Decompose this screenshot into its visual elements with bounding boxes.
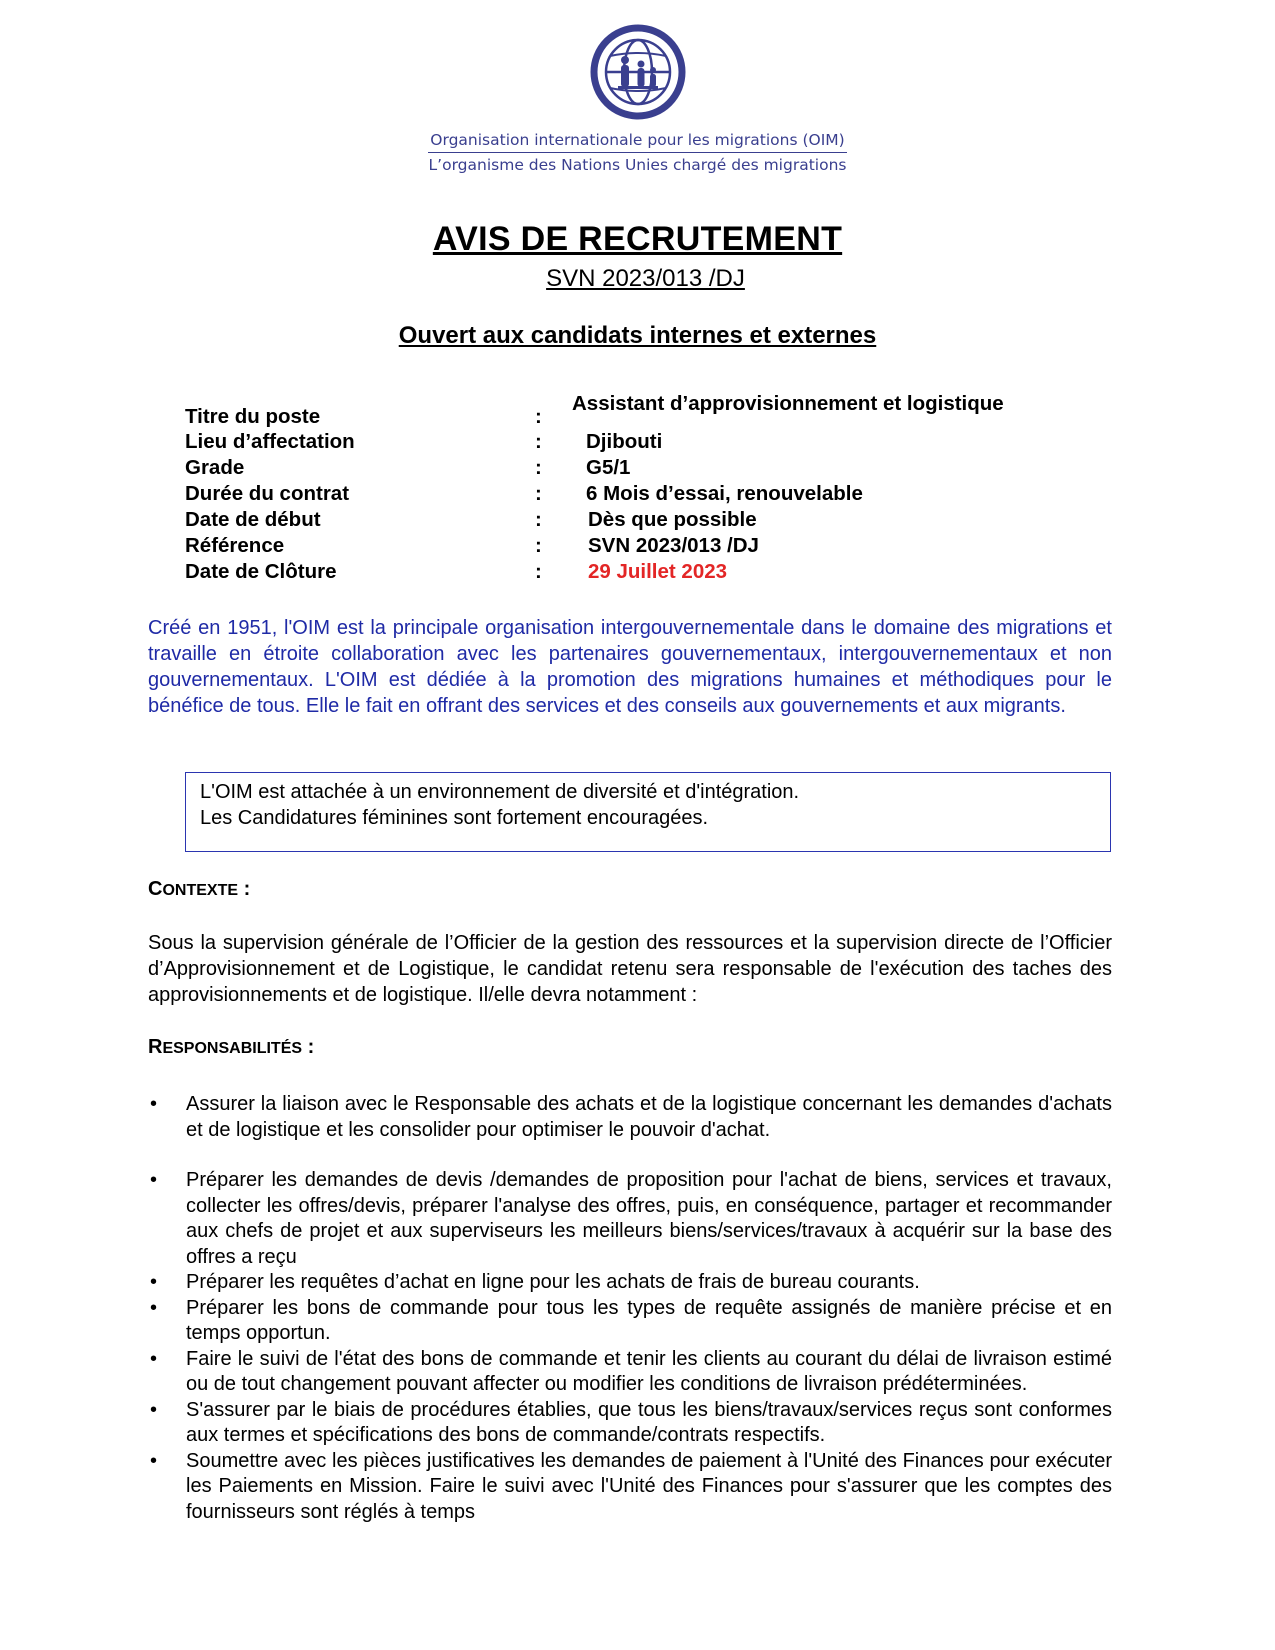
- detail-separator: :: [535, 560, 542, 583]
- detail-label: Grade: [185, 456, 245, 479]
- bullet-icon: •: [150, 1449, 158, 1472]
- iom-logo-icon: [563, 20, 713, 120]
- detail-separator: :: [535, 405, 542, 428]
- org-name: Organisation internationale pour les migrations (OIM): [428, 128, 846, 153]
- list-item: • Faire le suivi de l'état des bons de commande et tenir les clients au courant du délai de livraison estimé ou de tout changement pouvant affecter ou modifier les conditions de livraison prédéterminées.: [150, 1347, 1112, 1395]
- detail-separator: :: [535, 508, 542, 531]
- bullet-icon: •: [150, 1347, 158, 1370]
- bullet-icon: •: [150, 1169, 158, 1191]
- diversity-notice: [185, 772, 1111, 852]
- bullet-icon: •: [150, 1398, 158, 1421]
- detail-value: Dès que possible: [588, 508, 757, 531]
- detail-row: [185, 534, 1085, 560]
- list-item: • S'assurer par le biais de procédures établies, que tous les biens/travaux/services reçus sont conformes aux termes et spécifications des bons de commande/contrats respectifs.: [150, 1398, 1112, 1446]
- detail-label: Date de début: [185, 508, 321, 531]
- vacancy-reference: SVN 2023/013 /DJ: [546, 265, 745, 292]
- header: [0, 20, 1275, 177]
- diversity-line: Les Candidatures féminines sont fortement encouragées.: [200, 807, 709, 829]
- detail-row: [185, 508, 1085, 534]
- responsibilities-heading: RESPONSABILITÉS :: [148, 1036, 315, 1058]
- detail-separator: :: [535, 482, 542, 505]
- detail-label: Date de Clôture: [185, 560, 337, 583]
- diversity-line: L'OIM est attachée à un environnement de diversité et d'intégration.: [200, 781, 800, 803]
- detail-label: Titre du poste: [185, 405, 321, 428]
- detail-row: [185, 456, 1085, 482]
- list-item: • Soumettre avec les pièces justificatives les demandes de paiement à l'Unité des Finances pour exécuter les Paiements en Mission. Faire le suivi avec l'Unité des Finances pour s'assurer que les comptes des fournisseurs sont réglés à temps: [150, 1449, 1112, 1523]
- bullet-icon: •: [150, 1093, 158, 1115]
- detail-row: [185, 482, 1085, 508]
- detail-label: Référence: [185, 534, 285, 557]
- list-item: • Assurer la liaison avec le Responsable des achats et de la logistique concernant les demandes d'achats et de logistique et les consolider pour optimiser le pouvoir d'achat.: [150, 1093, 1112, 1141]
- responsibilities-list: [148, 1092, 1112, 1525]
- detail-label: Lieu d’affectation: [185, 430, 355, 453]
- detail-separator: :: [535, 456, 542, 479]
- detail-label: Durée du contrat: [185, 482, 350, 505]
- closing-date-value: 29 Juillet 2023: [588, 560, 728, 583]
- org-tagline: L’organisme des Nations Unies chargé des migrations: [428, 156, 847, 174]
- detail-value: Assistant d’approvisionnement et logistique: [572, 392, 1004, 415]
- context-heading: CONTEXTE :: [148, 878, 251, 900]
- detail-value: SVN 2023/013 /DJ: [588, 534, 759, 557]
- detail-value: 6 Mois d’essai, renouvelable: [586, 482, 863, 505]
- bullet-icon: •: [150, 1271, 158, 1293]
- detail-separator: :: [535, 430, 542, 453]
- list-item: • Préparer les requêtes d’achat en ligne pour les achats de frais de bureau courants.: [148, 1270, 1112, 1296]
- bullet-icon: •: [150, 1296, 158, 1319]
- page-subtitle: Ouvert aux candidats internes et externes: [398, 322, 877, 349]
- page-title: AVIS DE RECRUTEMENT: [432, 220, 843, 258]
- detail-separator: :: [535, 534, 542, 557]
- detail-row: [185, 560, 1085, 586]
- detail-value: G5/1: [586, 456, 631, 479]
- context-paragraph: Sous la supervision générale de l’Officier de la gestion des ressources et la supervision directe de l’Officier d’Approvisionnement et de Logistique, le candidat retenu sera responsable de l'exécution des taches des approvisionnements et de logistique. Il/elle devra notamment :: [148, 932, 1112, 1006]
- list-item: • Préparer les demandes de devis /demandes de proposition pour l'achat de biens, services et travaux, collecter les offres/devis, préparer l'analyse des offres, puis, en conséquence, partager et recommander aux chefs de projet et aux superviseurs les meilleurs biens/services/travaux à acquérir sur la base des offres a reçu: [150, 1169, 1112, 1268]
- intro-paragraph: Créé en 1951, l'OIM est la principale organisation intergouvernementale dans le domaine des migrations et travaille en étroite collaboration avec les partenaires gouvernementaux, intergouvernementaux et non gouvernementaux. L'OIM est dédiée à la promotion des migrations humaines et méthodiques pour le bénéfice de tous. Elle le fait en offrant des services et des conseils aux gouvernements et aux migrants.: [148, 617, 1112, 717]
- list-item: • Préparer les bons de commande pour tous les types de requête assignés de manière précise et en temps opportun.: [150, 1296, 1112, 1344]
- detail-value: Djibouti: [586, 430, 663, 453]
- detail-row: [185, 392, 1085, 431]
- detail-row: [185, 430, 1085, 456]
